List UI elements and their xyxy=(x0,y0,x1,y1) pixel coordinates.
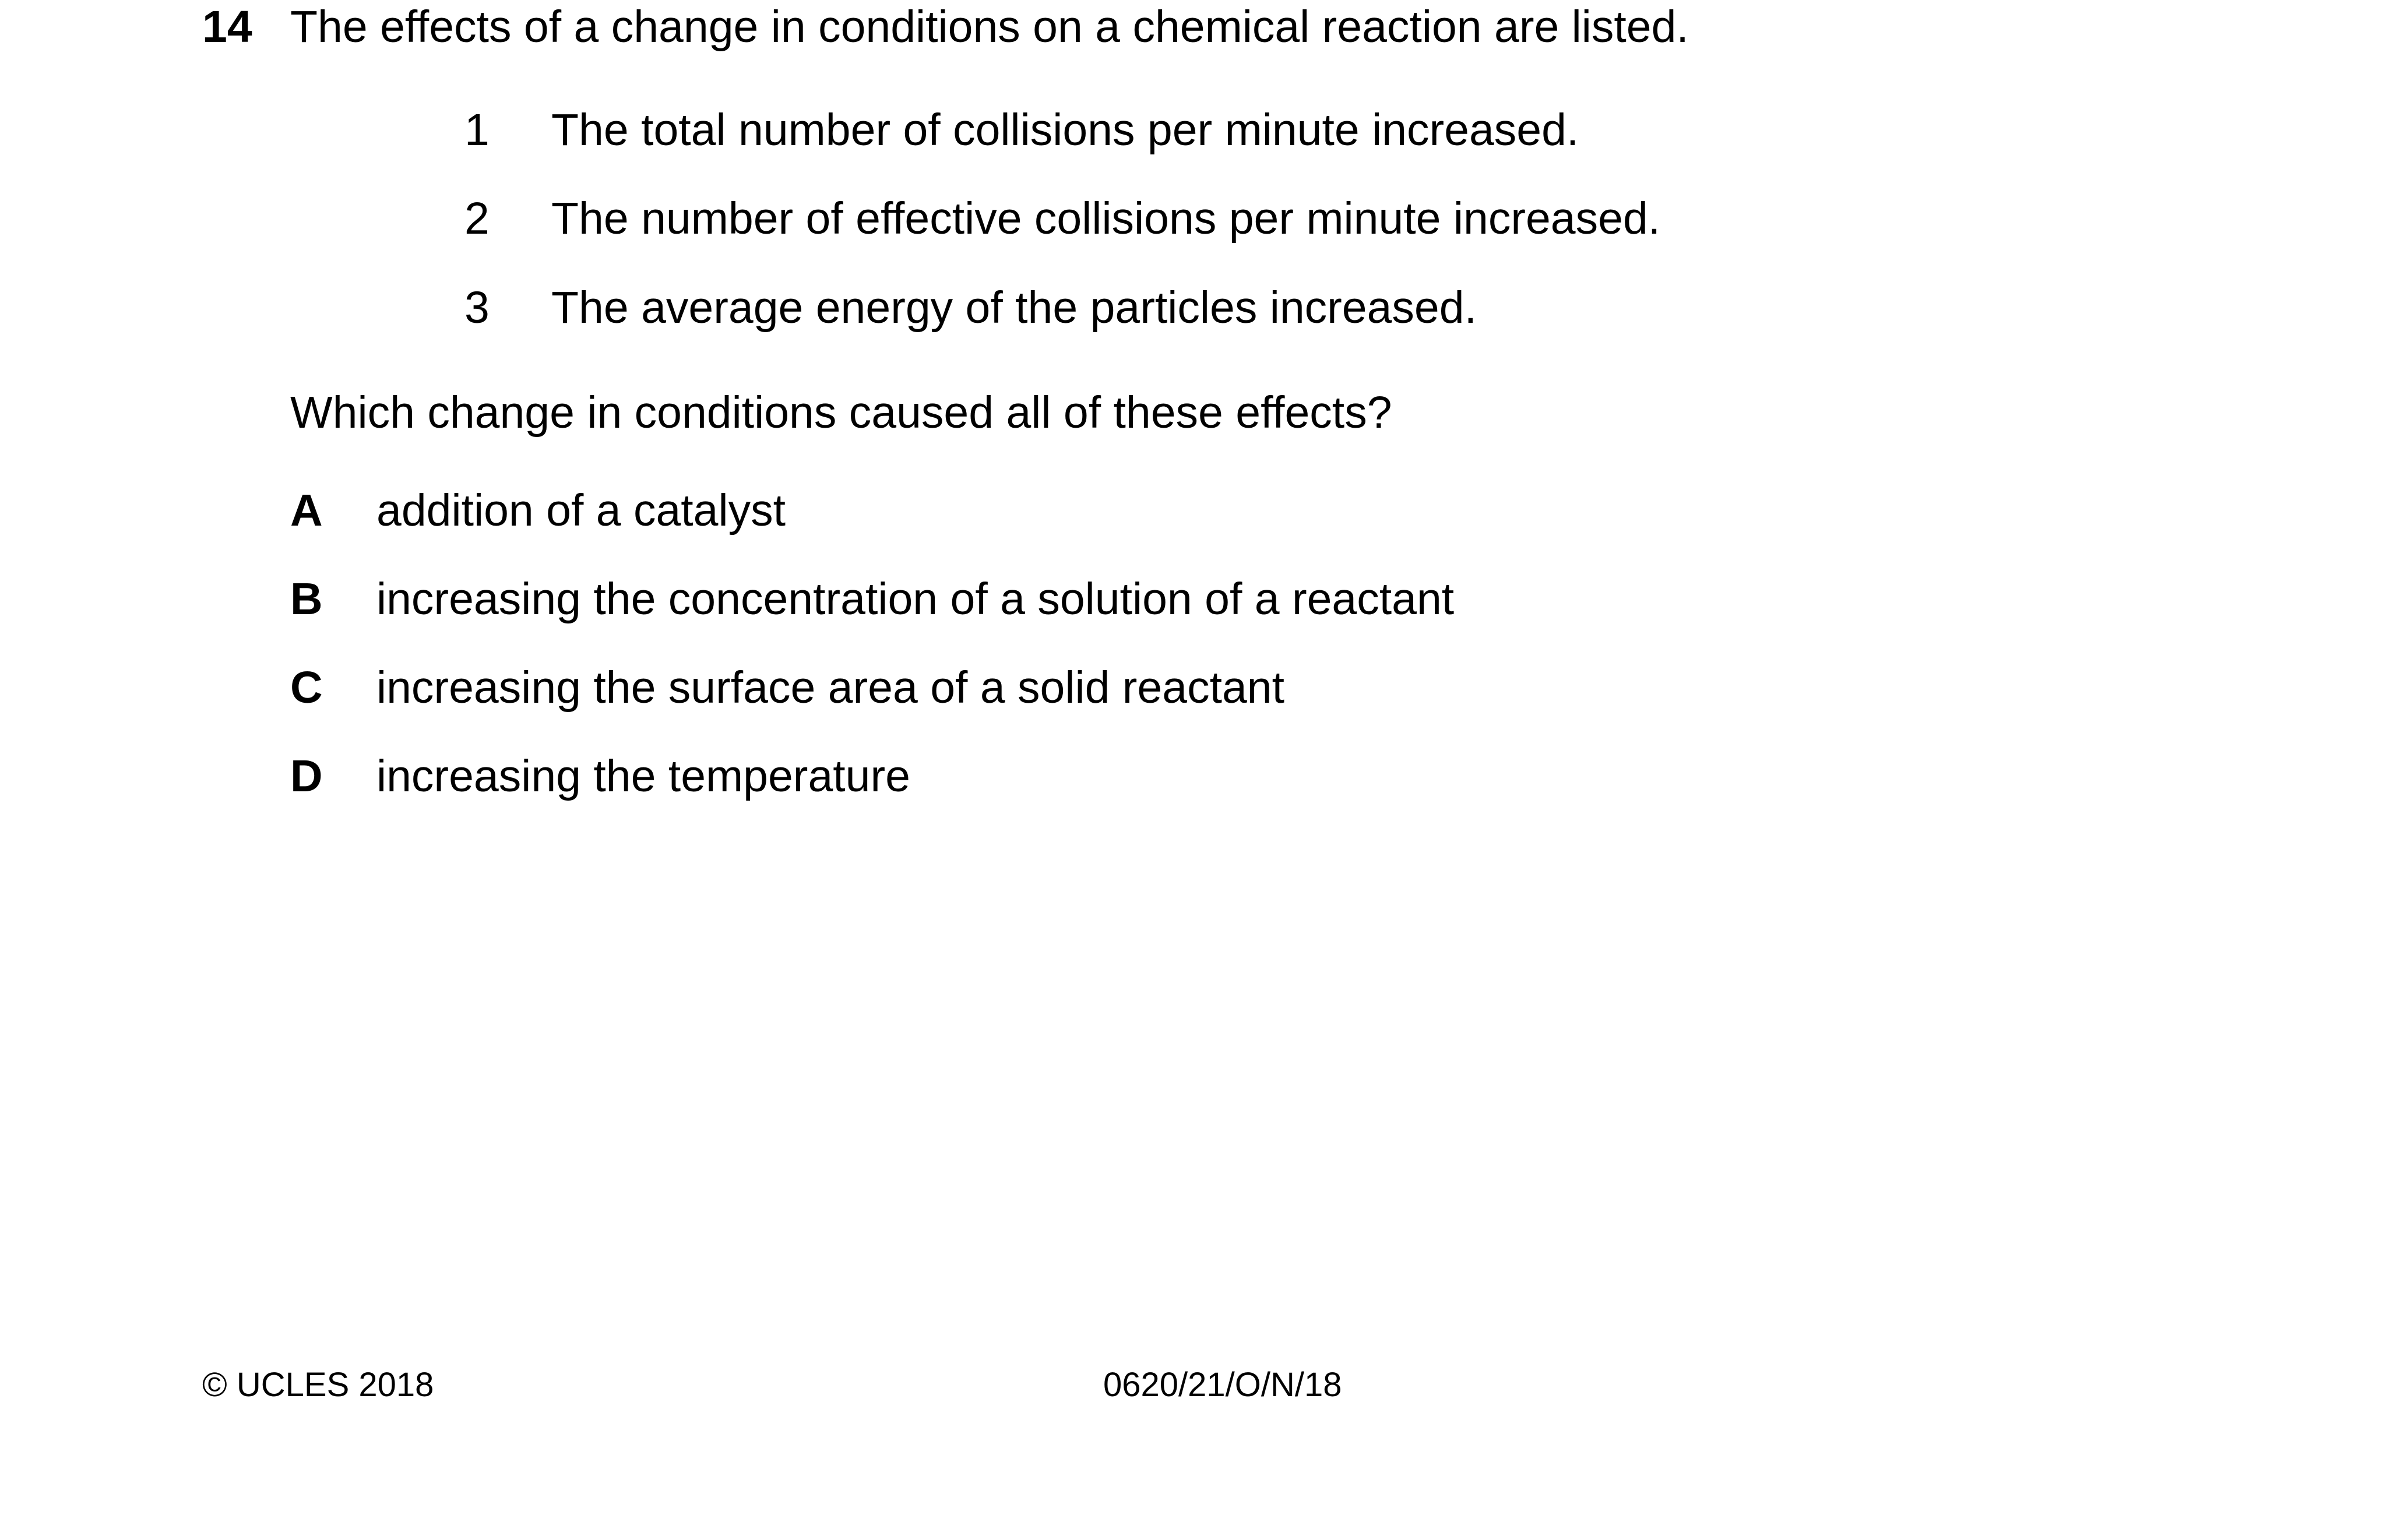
question-stem: The effects of a change in conditions on a chemical reaction are listed. xyxy=(290,2,1689,52)
footer-copyright: © UCLES 2018 xyxy=(202,1366,434,1404)
question-number: 14 xyxy=(202,2,252,52)
effect-number: 3 xyxy=(464,283,490,333)
option-text: addition of a catalyst xyxy=(376,485,786,536)
option-text: increasing the surface area of a solid reactant xyxy=(376,663,1285,713)
option-letter: D xyxy=(290,751,323,801)
option-letter: C xyxy=(290,663,323,713)
footer-paper-code: 0620/21/O/N/18 xyxy=(1103,1366,1342,1404)
option-letter: B xyxy=(290,574,323,624)
question-prompt: Which change in conditions caused all of these effects? xyxy=(290,387,1392,438)
option-text: increasing the concentration of a solution of a reactant xyxy=(376,574,1455,624)
effect-number: 2 xyxy=(464,193,490,244)
option-text: increasing the temperature xyxy=(376,751,910,801)
effect-text: The total number of collisions per minute increased. xyxy=(551,105,1579,155)
effect-number: 1 xyxy=(464,105,490,155)
effect-text: The number of effective collisions per minute increased. xyxy=(551,193,1661,244)
effect-text: The average energy of the particles increased. xyxy=(551,283,1477,333)
option-letter: A xyxy=(290,485,323,536)
